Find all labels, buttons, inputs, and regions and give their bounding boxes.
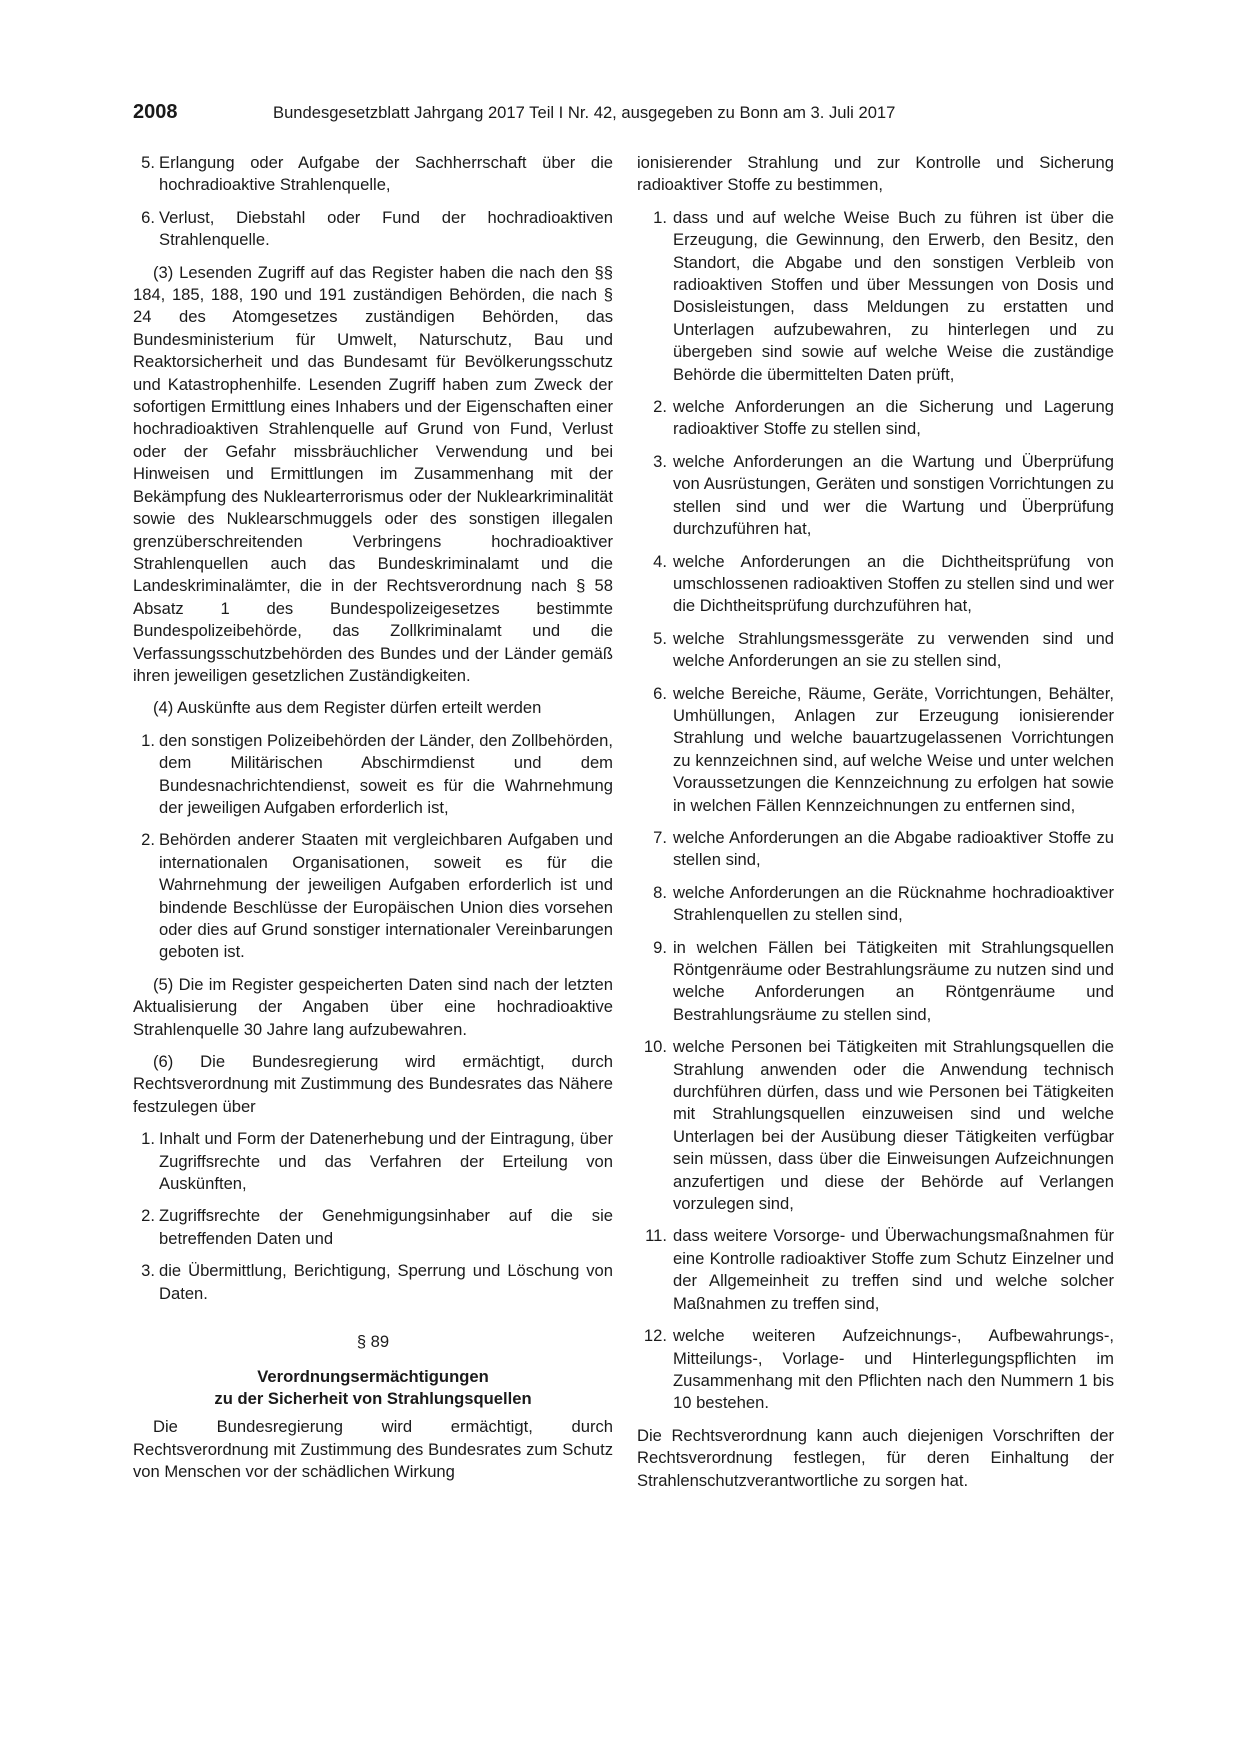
list-item: 3. die Übermittlung, Berichtigung, Sperrung und Löschung von Daten. — [141, 1261, 613, 1303]
top-list — [133, 152, 613, 252]
list-item: 4. welche Anforderungen an die Dichtheitsprüfung von umschlossenen radioaktiven Stoffen zu stellen sind und wer die Dichtheitsprüfung durchzuführen hat, — [653, 551, 1114, 616]
closing-paragraph: Die Rechtsverordnung kann auch diejenigen Vorschriften der Rechtsverordnung festlegen, für deren Einhaltung der Strahlenschutzverantwortliche zu sorgen hat. — [637, 1425, 1114, 1490]
list-item: 5. welche Strahlungsmessgeräte zu verwenden sind und welche Anforderungen an sie zu stellen sind, — [653, 628, 1114, 671]
list-item: 3. welche Anforderungen an die Wartung und Überprüfung von Ausrüstungen, Geräten und sonstigen Vorrichtungen zu stellen sind und wer die Wartung und Überprüfung durchzuführen hat, — [653, 451, 1114, 539]
list-item: 9. in welchen Fällen bei Tätigkeiten mit Strahlungsquellen Röntgenräume oder Bestrahlungsräume zu nutzen sind und welche Anforderungen an Röntgenräume und Bestrahlungsräume zu stellen sind, — [653, 937, 1114, 1024]
paragraph-5: (5) Die im Register gespeicherten Daten sind nach der letzten Aktualisierung der Angaben über eine hochradioaktive Strahlenquelle 30 Jahre lang aufzubewahren. — [133, 974, 613, 1039]
paragraph-3: (3) Lesenden Zugriff auf das Register haben die nach den §§ 184, 185, 188, 190 und 191 zuständigen Behörden, die nach § 24 des Atomgesetzes zuständigen Behörden, das Bundesministerium für Umwelt, Naturschutz, Bau und Reaktorsicherheit und das Bundesamt für Bevölkerungsschutz und Katastrophenhilfe. Lesenden Zugriff haben zum Zweck der sofortigen Ermittlung eines Inhabers und der Eigenschaften einer hochradioaktiven Strahlenquelle auf Grund von Fund, Verlust oder der Gefahr missbräuchlicher Verwendung und bei Hinweisen und Ermittlungen im Zusammenhang mit der Bekämpfung des Nuklearterrorismus oder der Nuklearkriminalität sowie des Nuklearschmuggels oder des sonstigen illegalen grenzüberschreitenden Verbringens hochradioaktiver Strahlenquellen auch das Bundeskriminalamt und die Landeskriminalämter, die in der Rechtsverordnung nach § 58 Absatz 1 des Bundespolizeigesetzes bestimmte Bundespolizeibehörde, das Zollkriminalamt und die Verfassungsschutzbehörden des Bundes und der Länder gemäß ihren jeweiligen gesetzlichen Zuständigkeiten. — [133, 262, 613, 685]
list-item: 10. welche Personen bei Tätigkeiten mit Strahlungsquellen die Strahlung anwenden oder die Anwendung technisch durchführen dürfen, dass und wie Personen bei Tätigkeiten mit Strahlungsquellen einzuweisen sind und welche Unterlagen bei der Ausübung dieser Tätigkeiten verfügbar sein müssen, dass über die Einweisungen Aufzeichnungen anzufertigen und diese der Behörde auf Verlangen vorzulegen sind, — [643, 1037, 1114, 1214]
paragraph-6: (6) Die Bundesregierung wird ermächtigt, durch Rechtsverordnung mit Zustimmung des Bundesrates das Nähere festzulegen über — [133, 1052, 613, 1116]
list-item: 11. dass weitere Vorsorge- und Überwachungsmaßnahmen für eine Kontrolle radioaktiver Stoffe zum Schutz Einzelner und der Allgemeinheit zu treffen sind und welche solcher Maßnahmen zu treffen sind, — [645, 1226, 1114, 1313]
list-item: 1. den sonstigen Polizeibehörden der Länder, den Zollbehörden, dem Militärischen Abschirmdienst und dem Bundesnachrichtendienst, soweit es für die Wahrnehmung der jeweiligen Aufgaben erforderlich ist, — [141, 730, 613, 817]
list-item: 2. welche Anforderungen an die Sicherung und Lagerung radioaktiver Stoffe zu stellen sind, — [653, 397, 1114, 439]
section-title: Verordnungsermächtigungen zu der Sicherheit von Strahlungsquellen — [214, 1366, 532, 1408]
list-item: 7. welche Anforderungen an die Abgabe radioaktiver Stoffe zu stellen sind, — [653, 827, 1114, 870]
page-header — [133, 100, 1113, 130]
section-89-list — [637, 207, 1114, 1415]
list-item: 6. Verlust, Diebstahl oder Fund der hochradioaktiven Strahlenquelle. — [141, 207, 613, 250]
list-item: 2. Zugriffsrechte der Genehmigungsinhaber auf die sie betreffenden Daten und — [141, 1206, 613, 1248]
list-item: 12. welche weiteren Aufzeichnungs-, Aufbewahrungs-, Mitteilungs-, Vorlage- und Hinterlegungspflichten im Zusammenhang mit den Pflichten nach den Nummern 1 bis 10 bestehen. — [643, 1326, 1114, 1413]
paragraph-4: (4) Auskünfte aus dem Register dürfen erteilt werden — [153, 698, 542, 718]
right-column — [637, 152, 1114, 1502]
list-item: 5. Erlangung oder Aufgabe der Sachherrschaft über die hochradioaktive Strahlenquelle, — [141, 153, 613, 195]
page-number: 2008 — [133, 101, 178, 123]
intro-continuation: ionisierender Strahlung und zur Kontrolle und Sicherung radioaktiver Stoffe zu bestimmen, — [637, 153, 1114, 195]
list-item: 6. welche Bereiche, Räume, Geräte, Vorrichtungen, Behälter, Umhüllungen, Anlagen zur Erzeugung ionisierender Strahlung und welche bauartzugelassenen Vorrichtungen zu kennzeichnen sind, auf welche Weise und unter welchen Voraussetzungen die Kennzeichnung zu erfolgen hat sowie in welchen Fällen Kennzeichnungen zu entfernen sind, — [653, 683, 1114, 815]
list-item: 1. dass und auf welche Weise Buch zu führen ist über die Erzeugung, die Gewinnung, den Erwerb, den Besitz, den Standort, die Abgabe und den sonstigen Verbleib von radioaktiven Stoffen und über Messungen von Dosis und Dosisleistungen, dass Meldungen zu erstatten und Unterlagen aufzubewahren, zu hinterlegen und zu übergeben sind sowie auf welche Weise die zuständige Behörde die übermittelten Daten prüft, — [653, 207, 1114, 384]
left-column — [133, 152, 613, 1494]
section-number: § 89 — [356, 1332, 390, 1352]
section-intro: Die Bundesregierung wird ermächtigt, durch Rechtsverordnung mit Zustimmung des Bundesrates zum Schutz von Menschen vor der schädlichen Wirkung — [133, 1417, 613, 1482]
list-item: 1. Inhalt und Form der Datenerhebung und der Eintragung, über Zugriffsrechte und das Verfahren der Erteilung von Auskünften, — [141, 1129, 613, 1194]
list-item: 2. Behörden anderer Staaten mit vergleichbaren Aufgaben und internationalen Organisationen, soweit es für die Wahrnehmung der jeweiligen Aufgaben erforderlich ist und bindende Beschlüsse der Europäischen Union dies vorsehen oder dies auf Grund sonstiger internationaler Vereinbarungen geboten ist. — [141, 830, 613, 962]
paragraph-4-list — [133, 730, 613, 964]
running-title: Bundesgesetzblatt Jahrgang 2017 Teil I Nr. 42, ausgegeben zu Bonn am 3. Juli 2017 — [273, 103, 896, 122]
paragraph-6-list — [133, 1128, 613, 1305]
list-item: 8. welche Anforderungen an die Rücknahme hochradioaktiver Strahlenquellen zu stellen sind, — [653, 882, 1114, 925]
